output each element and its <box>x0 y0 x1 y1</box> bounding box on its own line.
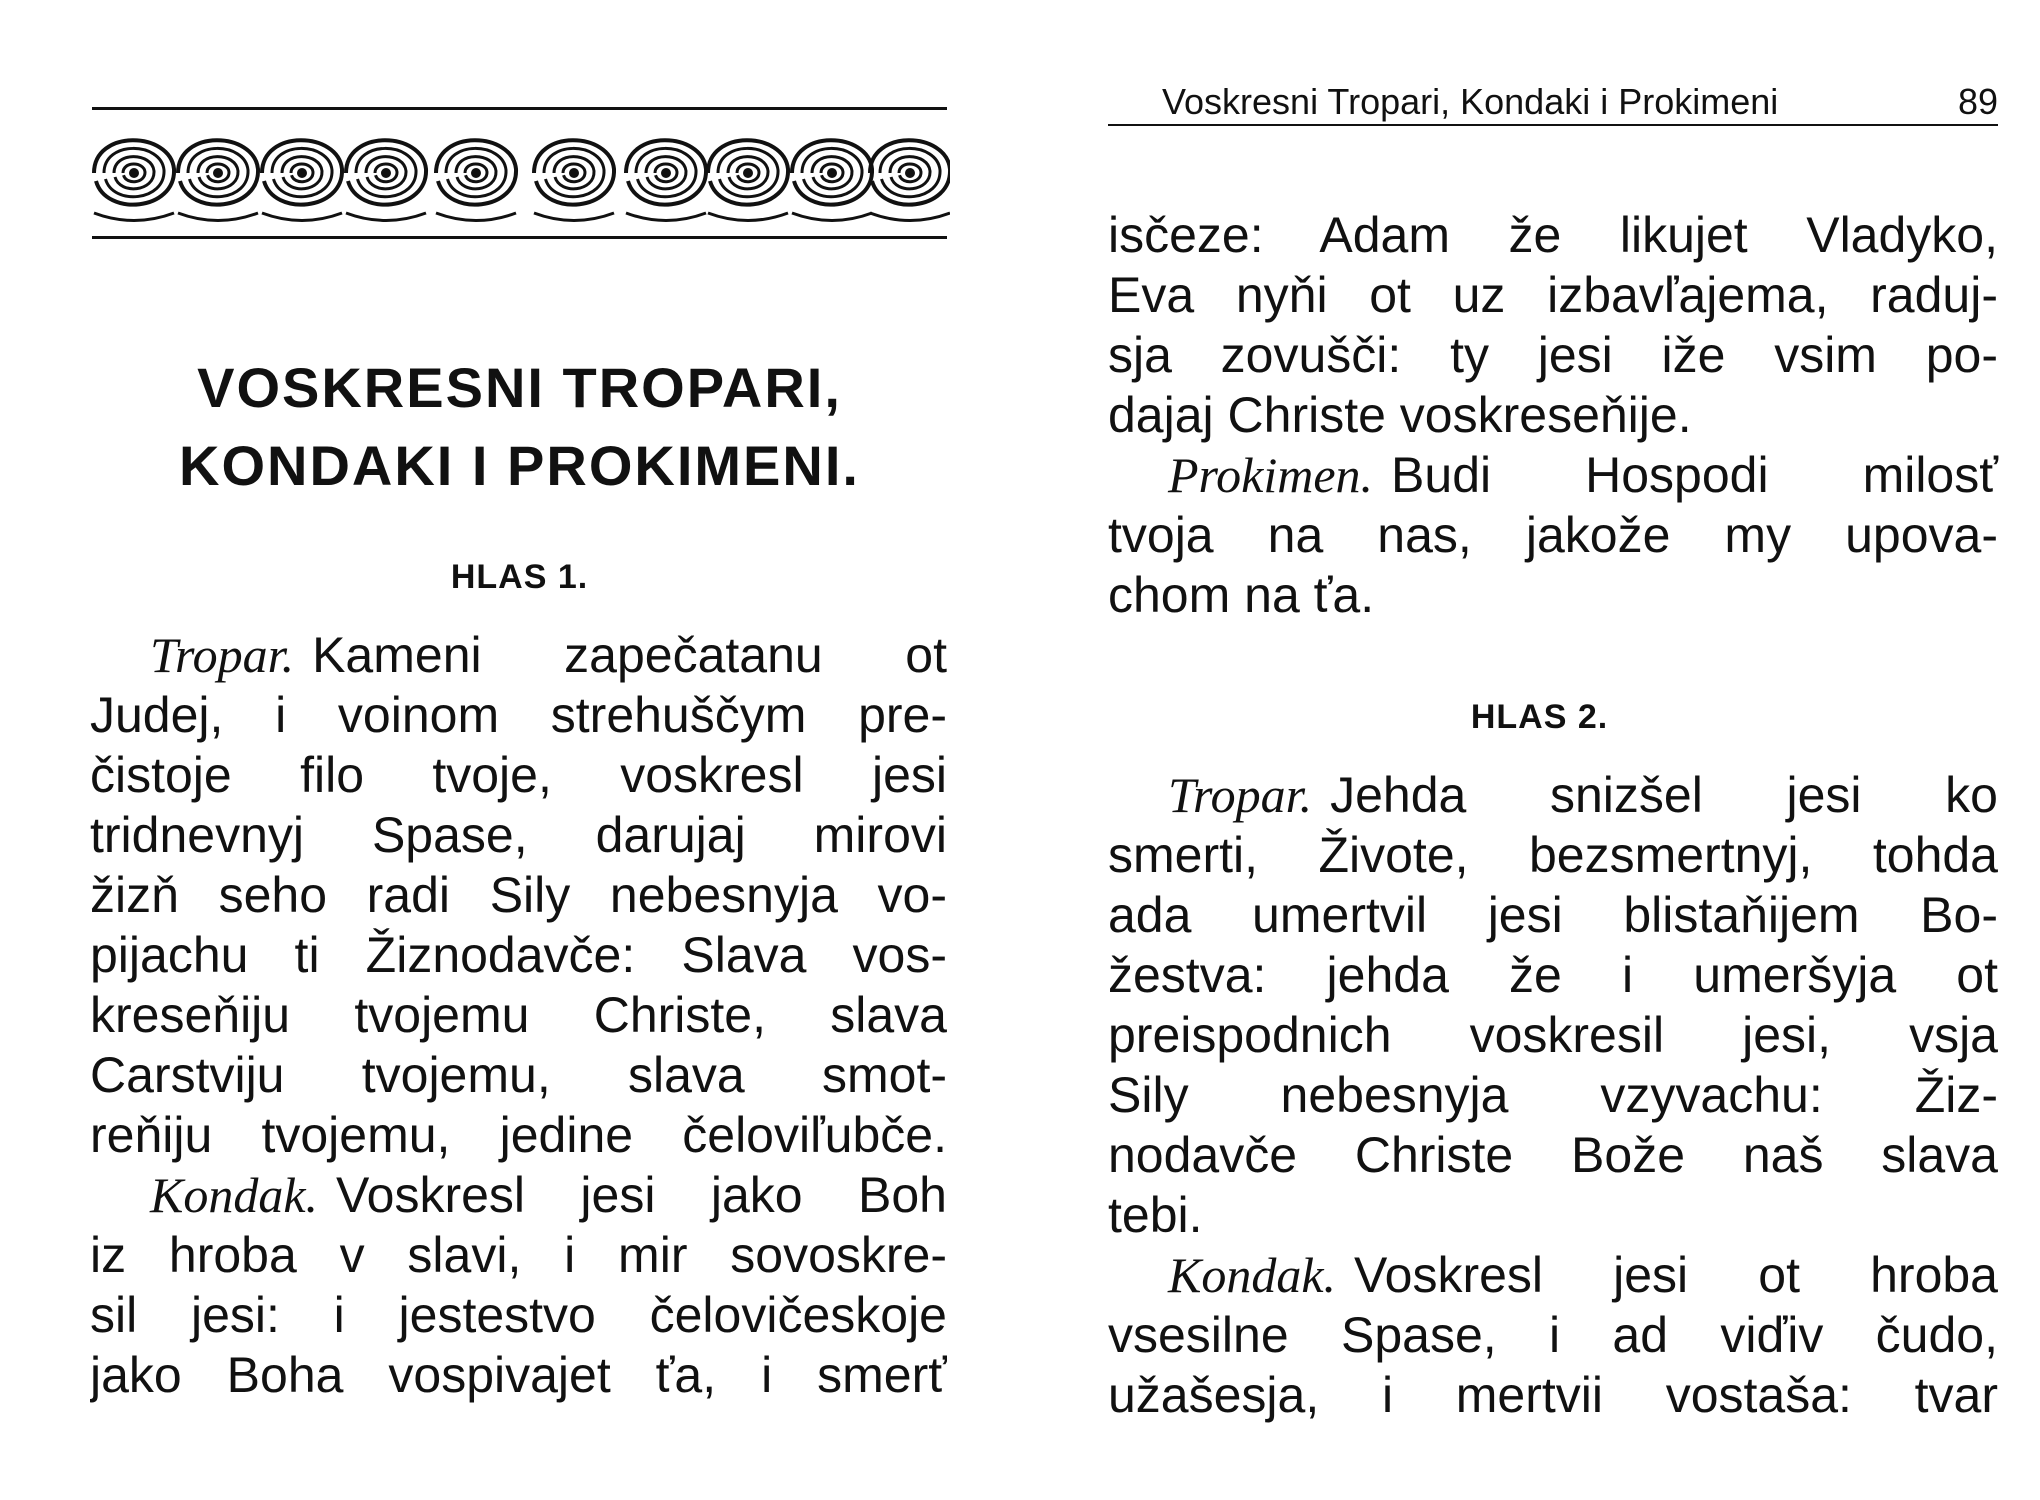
text-line: chom na ťa. <box>1108 567 1375 623</box>
text-line: tridnevnyj Spase, darujaj mirovi <box>90 807 947 863</box>
text-line: sja zovušči: ty jesi iže vsim po- <box>1108 327 1998 383</box>
rose-ornament-icon <box>88 118 950 228</box>
text-line: sil jesi: i jestestvo čelovičeskoje <box>90 1287 947 1343</box>
text-line: Tropar. Kameni zapečatanu ot <box>150 627 947 683</box>
text-line: užašesja, i mertvii vostaša: tvar <box>1108 1367 1998 1423</box>
tropar-label: Tropar. <box>1168 767 1313 823</box>
page-number: 89 <box>1957 81 1998 122</box>
rose-icon <box>436 140 516 220</box>
running-head <box>1108 80 1998 126</box>
kondak-label: Kondak. <box>150 1167 319 1223</box>
text-line: pijachu ti Žiznodavče: Slava vos- <box>90 927 947 983</box>
text-line: žestva: jehda že i umeršyja ot <box>1108 947 1998 1003</box>
rose-icon <box>626 140 706 220</box>
rose-icon <box>708 140 788 220</box>
text-line: kreseňiju tvojemu Christe, slava <box>90 987 947 1043</box>
rose-icon <box>870 140 950 220</box>
rose-icon <box>346 140 426 220</box>
text-line: vsesilne Spase, i ad viďiv čudo, <box>1108 1307 1998 1363</box>
running-head-title: Voskresni Tropari, Kondaki i Prokimeni <box>1162 81 1779 122</box>
text-line: čistoje filo tvoje, voskresl jesi <box>90 747 947 803</box>
text-line: Sily nebesnyja vzyvachu: Žiz- <box>1108 1067 1998 1123</box>
section-heading-hlas-2: HLAS 2. <box>1470 698 1609 736</box>
rose-icon <box>94 140 174 220</box>
prokimen-label: Prokimen. <box>1168 447 1374 503</box>
rose-icon <box>792 140 872 220</box>
text-line: iz hroba v slavi, i mir sovoskre- <box>90 1227 947 1283</box>
ornament-top-rule <box>92 107 947 110</box>
chapter-title-line-2: KONDAKI I PROKIMENI. <box>179 434 860 497</box>
text-line: nodavče Christe Bože naš slava <box>1108 1127 1998 1183</box>
kondak-label: Kondak. <box>1168 1247 1337 1303</box>
text-line: ada umertvil jesi blistaňijem Bo- <box>1108 887 1998 943</box>
section-heading-hlas-1: HLAS 1. <box>450 558 589 596</box>
text-line: reňiju tvojemu, jedine čeloviľubče. <box>90 1107 947 1163</box>
text-line: Kondak. Voskresl jesi ot hroba <box>1168 1247 1998 1303</box>
chapter-title-line-1: VOSKRESNI TROPARI, <box>197 356 842 419</box>
text-line: Judej, i voinom strehuščym pre- <box>90 687 947 743</box>
text-line: Kondak. Voskresl jesi jako Boh <box>150 1167 947 1223</box>
rose-icon <box>262 140 342 220</box>
text-line: žizň seho radi Sily nebesnyja vo- <box>90 867 947 923</box>
text-line: Eva nyňi ot uz izbavľajema, raduj- <box>1108 267 1998 323</box>
ornament-bottom-rule <box>92 236 947 239</box>
text-line: isčeze: Adam že likujet Vladyko, <box>1108 207 1998 263</box>
right-page <box>1020 0 2040 1500</box>
text-line: tebi. <box>1108 1187 1203 1243</box>
text-line: smerti, Živote, bezsmertnyj, tohda <box>1108 827 1998 883</box>
text-line: Tropar. Jehda snizšel jesi ko <box>1168 767 1998 823</box>
tropar-label: Tropar. <box>150 627 295 683</box>
rose-icon <box>534 140 614 220</box>
rose-ornament-band <box>88 118 950 228</box>
text-line: jako Boha vospivajet ťa, i smerť <box>90 1347 947 1403</box>
text-line: Prokimen. Budi Hospodi milosť <box>1168 447 1998 503</box>
text-line: tvoja na nas, jakože my upova- <box>1108 507 1998 563</box>
rose-icon <box>178 140 258 220</box>
text-line: dajaj Christe voskreseňije. <box>1108 387 1692 443</box>
text-line: Carstviju tvojemu, slava smot- <box>90 1047 947 1103</box>
text-line: preispodnich voskresil jesi, vsja <box>1108 1007 1998 1063</box>
